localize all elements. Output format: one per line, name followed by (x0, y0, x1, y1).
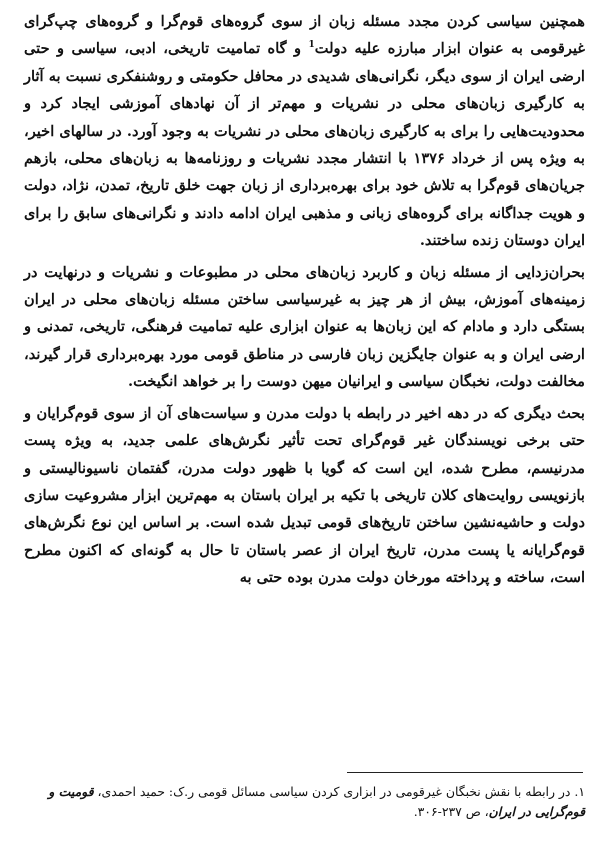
footnote-reference[interactable]: 1 (308, 40, 315, 51)
body-text (24, 8, 585, 596)
footnote-pages: ، ص ۲۳۷-۳۰۶. (413, 804, 489, 819)
paragraph-1 (24, 8, 585, 255)
footnote-text: در رابطه با نقش نخبگان غیرقومی در ابزاری کردن سیاسی مسائل قومی ر.ک: حمید احمدی، (97, 784, 571, 799)
footnote-book-title: قومیت و قوم‌گرایی در ایران (48, 784, 585, 819)
paragraph-1-start: همچنین سیاسی کردن مجدد مسئله زبان از سوی گروه‌های قوم‌گرا و گروه‌های چپ‌گرای غیرقومی به عنوان ابزار مبارزه علیه دولت (24, 13, 585, 58)
footnote-divider (347, 772, 583, 773)
paragraph-2: بحران‌زدایی از مسئله زبان و کاربرد زبان‌های محلی در مطبوعات و نشریات و درنهایت در زمینه‌های آموزش، بیش از هر چیز به غیرسیاسی ساختن مسئله زبان‌های محلی در ایران بستگی دارد و مادام که این زبان‌ها به عنوان ابزاری علیه تمامیت فرهنگی، تاریخی، تمدنی و ارضی ایران و به عنوان جایگزین زبان فارسی در مناطق قومی مورد بهره‌برداری قرار گیرند، مخالفت دولت، نخبگان سیاسی و ایرانیان میهن دوست را بر خواهد انگیخت. (24, 263, 585, 391)
paragraph-3: بحث دیگری که در دهه اخیر در رابطه با دولت مدرن و سیاست‌های آن از سوی قوم‌گرایان و حتی برخی نویسندگان غیر قوم‌گرای تحت تأثیر نگرش‌های علمی جدید، به ویژه پست مدرنیسم، مطرح شده، این است که گویا با ظهور دولت مدرن، گفتمان ناسیونالیستی و بازنویسی روایت‌های کلان تاریخی با تکیه بر ایران باستان به مهم‌ترین ابزار مشروعیت سازی دولت و حاشیه‌نشین ساختن تاریخ‌های قومی تبدیل شده است. بر اساس این نوع نگرش‌های قوم‌گرایانه یا پست مدرن، تاریخ ایران از عصر باستان تا حال به گونه‌ای که اکنون مطرح است، ساخته و پرداخته مورخان دولت مدرن بوده حتی به (24, 404, 585, 587)
paragraph-1-rest: و گاه تمامیت تاریخی، ادبی، سیاسی و حتی ارضی ایران از سوی دیگر، نگرانی‌های شدیدی در محافل حکومتی و روشنفکری نسبت به آثار به کارگیری زبان‌های محلی در نشریات و مهم‌تر از آن نهادهای آموزشی ایجاد کرد و محدودیت‌هایی را برای به کارگیری زبان‌های محلی در نشریات به وجود آورد. در سالهای اخیر، به ویژه پس از خرداد ۱۳۷۶ با انتشار مجدد نشریات و روزنامه‌ها به زبان‌های محلی، بازهم جریان‌های قوم‌گرا به تلاش خود برای بهره‌برداری از زبان جهت خلق تاریخ، تمدن، نژاد، دولت و هویت جداگانه برای گروه‌های زبانی و مذهبی ایران ادامه دادند و نگرانی‌های سابق را برای ایران دوستان زنده ساختند. (24, 40, 585, 250)
footnote (24, 782, 585, 822)
footnote-number: ۱. (574, 784, 585, 799)
